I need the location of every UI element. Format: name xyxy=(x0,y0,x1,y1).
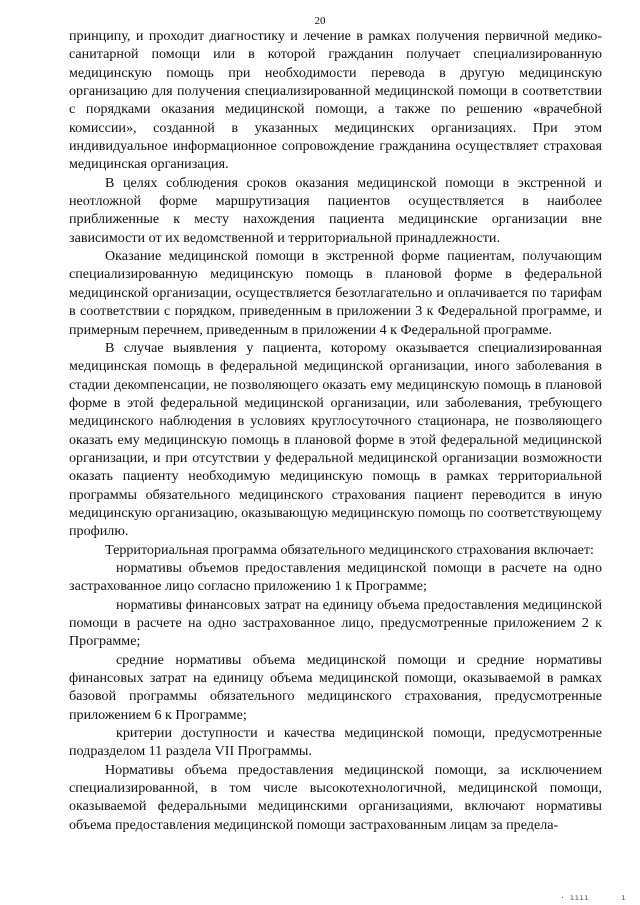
list-item-quality-criteria: критерии доступности и качества медицинской помощи, предусмотренные подразделом 11 раздела VII Программы. xyxy=(69,725,602,760)
scan-artifact-right: ı xyxy=(621,893,626,902)
list-item-volume-norms: нормативы объемов предоставления медицинской помощи в расчете на одно застрахованное лицо согласно приложению 1 к Программе; xyxy=(69,559,602,595)
body-text xyxy=(69,27,602,834)
paragraph-program-includes: Территориальная программа обязательного медицинского страхования включает: xyxy=(105,541,594,558)
list-item-average-norms: средние нормативы объема медицинской помощи и средние нормативы финансовых затрат на единицу объема медицинской помощи, оказываемой в рамках базовой программы обязательного медицинского страхования, предусмотренные приложением 6 к Программе; xyxy=(69,651,602,723)
paragraph-volume-norms: Нормативы объема предоставления медицинской помощи, за исключением специализированной, в том числе высокотехнологичной, медицинской помощи, оказываемой федеральными медицинскими организациями, включают нормативы объема предоставления медицинской помощи застрахованным лицам за предела- xyxy=(69,761,602,833)
paragraph-routing: В целях соблюдения сроков оказания медицинской помощи в экстренной и неотложной форме маршрутизация пациентов осуществляется в наиболее приближенные к месту нахождения пациента медицинские организации вне зависимости от их ведомственной и территориальной принадлежности. xyxy=(69,174,602,246)
list-item-financial-norms: нормативы финансовых затрат на единицу объема предоставления медицинской помощи в расчете на одно застрахованное лицо, предусмотренные приложением 2 к Программе; xyxy=(69,596,602,650)
paragraph-patient-transfer: В случае выявления у пациента, которому оказывается специализированная медицинская помощь в федеральной медицинской организации, иного заболевания в стадии декомпенсации, не позволяющего оказать ему медицинскую помощь в плановой форме в этой федеральной медицинской организации, или заболевания, требующего медицинского наблюдения в условиях круглосуточного стационара, не позволяющего оказать ему медицинскую помощь в плановой форме в этой федеральной медицинской организации, и при отсутствии у федеральной медицинской организации возможности оказать пациенту необходимую медицинскую помощь в рамках территориальной программы обязательного медицинского страхования пациент переводится в иную медицинскую организацию, оказывающую медицинскую помощь по соответствующему профилю. xyxy=(69,339,602,540)
paragraph-emergency-care: Оказание медицинской помощи в экстренной форме пациентам, получающим специализированную медицинскую помощь в плановой форме в федеральной медицинской организации, осуществляется безотлагательно и оплачивается по тарифам в соответствии с порядком, приведенным в приложении 3 к Федеральной программе, и примерным перечнем, приведенным в приложении 4 к Федеральной программе. xyxy=(69,248,602,338)
page-number: 20 xyxy=(314,15,326,27)
paragraph-continuation: принципу, и проходит диагностику и лечение в рамках получения первичной медико-санитарной помощи или в которой гражданин получает специализированную медицинскую помощь при необходимости перевода в другую медицинскую организацию для получения специализированной медицинской помощи в соответствии с порядками оказания медицинской помощи, а также по решению «врачебной комиссии», созданной в указанных медицинских организациях. При этом индивидуальное информационное сопровождение гражданина осуществляет страховая медицинская организация. xyxy=(69,28,602,173)
scan-artifact-left: · ıııı xyxy=(560,893,589,902)
